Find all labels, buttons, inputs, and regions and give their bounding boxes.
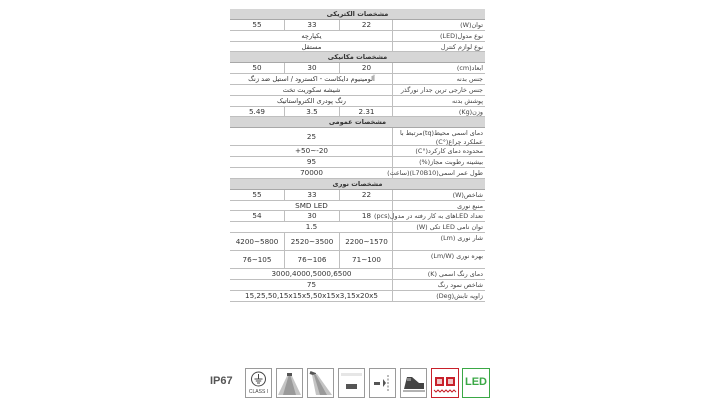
spec-label: بیشینه رطوبت مجاز(%) <box>419 158 483 167</box>
spec-row <box>230 146 485 157</box>
spec-label: توان(W) <box>460 20 483 29</box>
spec-row <box>230 20 485 31</box>
spec-value: +50~-20 <box>295 146 328 156</box>
spec-label: توان نامی LED تکی (W) <box>416 223 483 232</box>
spec-value: 76~105 <box>242 255 272 265</box>
spec-row <box>230 157 485 168</box>
spec-value: 30 <box>284 63 339 73</box>
spec-value: رنگ پودری الکترواستاتیک <box>276 96 346 105</box>
spec-row <box>230 222 485 233</box>
led-chip-icon <box>431 368 459 398</box>
spec-table <box>230 9 485 302</box>
spec-label: ابعاد(cm) <box>456 64 483 73</box>
spec-values <box>230 42 393 52</box>
spec-value: 76~106 <box>284 251 339 268</box>
section-header: مشخصات مکانیکی <box>230 52 485 63</box>
spec-value: 33 <box>284 190 339 200</box>
spec-values <box>230 96 393 106</box>
spec-values <box>230 74 393 84</box>
spec-values <box>230 85 393 95</box>
spec-label: دمای رنگ اسمی (K) <box>427 270 483 279</box>
spec-value: 55 <box>252 189 262 199</box>
spec-row <box>230 96 485 107</box>
spec-row <box>230 85 485 96</box>
spec-values <box>230 20 393 30</box>
spec-row <box>230 269 485 280</box>
spec-row <box>230 201 485 212</box>
spec-label: جنس خارجی ترین جدار نورگذر <box>400 85 483 94</box>
spec-values <box>230 190 393 200</box>
section-header: مشخصات نوری <box>230 179 485 190</box>
spec-value: 22 <box>339 190 393 200</box>
spec-values <box>230 146 393 156</box>
spec-value: 25 <box>306 132 317 142</box>
spec-values <box>230 107 393 117</box>
spec-row <box>230 128 485 146</box>
led-badge-icon <box>462 368 490 398</box>
section-header: مشخصات عمومی <box>230 117 485 128</box>
spec-value: 18 <box>339 211 393 221</box>
spec-values <box>230 233 393 250</box>
spec-label: بهره نوری (Lm/W) <box>430 252 483 261</box>
spec-values <box>230 280 393 290</box>
spec-row <box>230 31 485 42</box>
spec-label: نوع مدول(LED) <box>440 31 483 40</box>
surface-mount-icon <box>338 368 365 398</box>
spec-row <box>230 291 485 302</box>
spec-value: 3.5 <box>284 107 339 117</box>
adjustable-mount-icon <box>369 368 396 398</box>
spec-row <box>230 168 485 179</box>
ground-spike-light-icon <box>400 368 427 398</box>
spec-value: SMD LED <box>295 200 328 210</box>
spec-label: شار نوری (Lm) <box>440 234 483 243</box>
spec-row <box>230 63 485 74</box>
spec-value: مستقل <box>301 42 322 51</box>
ip-rating-text: IP67 <box>210 375 233 387</box>
class-1-ground-icon <box>245 368 272 398</box>
spec-value: 70000 <box>300 167 323 177</box>
spec-label: جنس بدنه <box>456 75 483 84</box>
class-label: CLASS I <box>248 389 269 395</box>
spec-label: پوشش بدنه <box>452 96 483 105</box>
spec-values <box>230 211 393 221</box>
spec-row <box>230 107 485 118</box>
spec-value: 5.49 <box>248 106 265 116</box>
ip67-icon <box>210 368 236 398</box>
spec-label: وزن(Kg) <box>458 107 483 116</box>
spec-value: 75 <box>306 279 317 289</box>
spec-label: شاخص(W) <box>452 190 483 199</box>
feature-icons-bar <box>210 368 490 398</box>
spec-row <box>230 74 485 85</box>
spec-label: شاخص نمود رنگ <box>437 280 483 289</box>
spec-value: 22 <box>339 20 393 30</box>
spec-values <box>230 251 393 268</box>
spec-row <box>230 211 485 222</box>
spec-values <box>230 222 393 232</box>
spec-value: 3000,4000,5000,6500 <box>271 269 352 279</box>
spec-value: 2.31 <box>339 107 393 117</box>
spec-values <box>230 168 393 178</box>
spec-values <box>230 269 393 279</box>
spec-label: محدوده دمای کارکرد(°C) <box>415 147 483 156</box>
spec-value: 55 <box>252 19 262 29</box>
led-label: LED <box>465 376 487 388</box>
spec-values <box>230 63 393 73</box>
spec-value: 95 <box>306 157 317 167</box>
spec-value: 2200~1570 <box>339 233 393 250</box>
spec-value: 50 <box>252 63 262 73</box>
spec-label: تعداد LEDهای به کار رفته در مدول(pcs) <box>374 212 483 221</box>
spec-value: 33 <box>284 20 339 30</box>
spec-values <box>230 128 393 145</box>
spec-values <box>230 31 393 41</box>
spec-label: طول عمر اسمی(L70B10)(ساعت) <box>387 168 483 177</box>
symmetric-beam-icon <box>276 368 303 398</box>
spec-row <box>230 280 485 291</box>
spec-value: آلومینیوم دایکاست - اکسترود / استیل ضد زنگ <box>248 75 375 84</box>
spec-row <box>230 251 485 269</box>
spec-label: زاویه تابش(Deg) <box>436 291 483 300</box>
spec-label: منبع نوری <box>457 201 483 210</box>
spec-value: 15,25,50,15x15x5,50x15x3,15x20x5 <box>245 290 378 300</box>
spec-row <box>230 190 485 201</box>
spec-row <box>230 233 485 251</box>
spec-values <box>230 201 393 211</box>
spec-values <box>230 157 393 167</box>
spec-value: 2520~3500 <box>284 233 339 250</box>
spec-value: 71~100 <box>339 251 393 268</box>
spec-value: یکپارچه <box>301 31 322 40</box>
asymmetric-beam-icon <box>307 368 334 398</box>
spec-value: 30 <box>284 211 339 221</box>
spec-label: نوع لوازم کنترل <box>440 42 483 51</box>
spec-row <box>230 42 485 53</box>
spec-value: 1.5 <box>305 222 318 232</box>
spec-value: 54 <box>252 211 262 221</box>
spec-label: دمای اسمی محیط(tq)مرتبط با عملکرد چراغ(°C) <box>399 129 483 146</box>
spec-values <box>230 291 393 301</box>
spec-value: شیشه سکوریت تخت <box>282 85 341 94</box>
spec-value: 20 <box>339 63 393 73</box>
section-header: مشخصات الکتریکی <box>230 9 485 20</box>
spec-value: 4200~5800 <box>235 237 279 247</box>
